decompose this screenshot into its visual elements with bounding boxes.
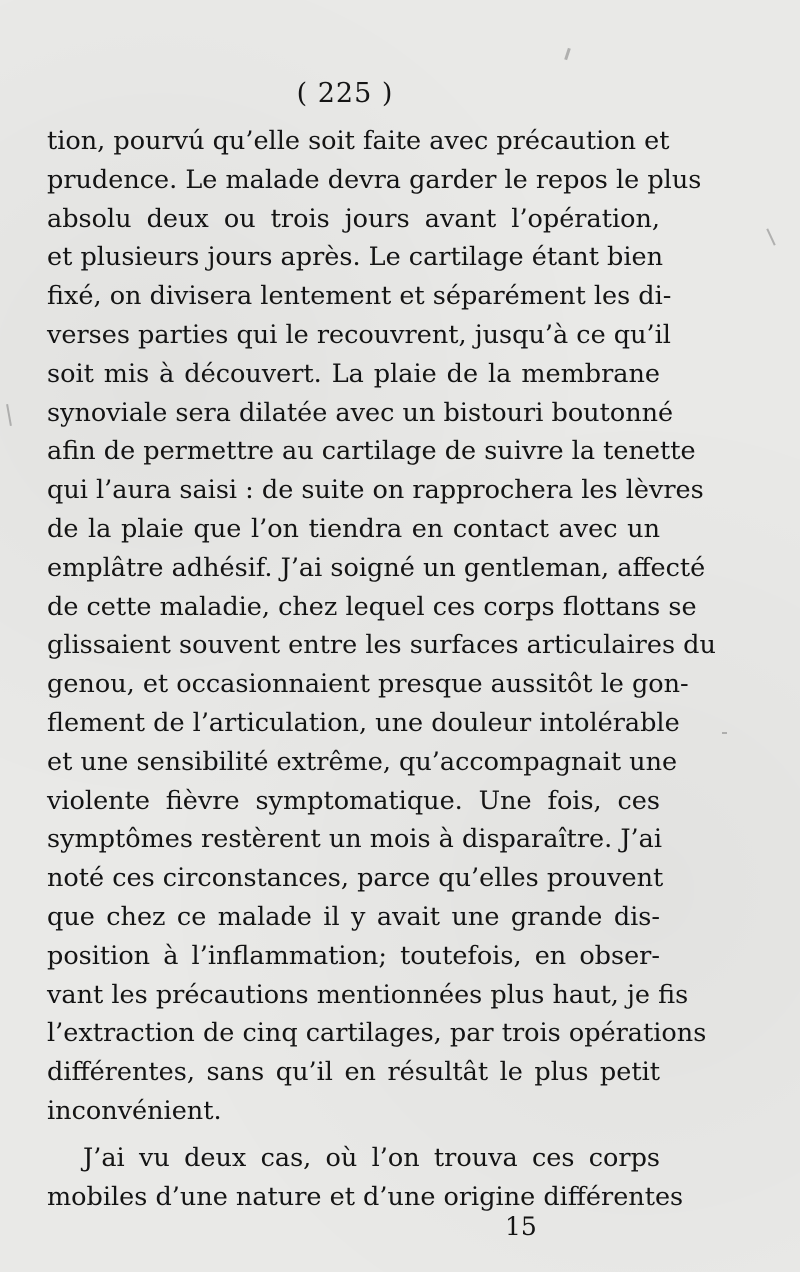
body-text	[47, 122, 716, 1216]
page-number: ( 225 )	[296, 78, 394, 109]
text-line: et une sensibilité extrême, qu’accompagnait une	[47, 746, 678, 777]
paper-speck	[722, 732, 727, 734]
paper-speck	[564, 48, 571, 60]
signature-mark: 15	[505, 1212, 537, 1241]
text-line: tion, pourvú qu’elle soit faite avec précaution et	[47, 126, 670, 156]
text-line: et plusieurs jours après. Le cartilage étant bien	[47, 242, 664, 273]
paragraph-gap	[47, 1131, 660, 1139]
text-line: de la plaie que l’on tiendra en contact avec un	[47, 513, 660, 544]
paper-speck	[6, 404, 12, 426]
text-line: flement de l’articulation, une douleur intolérable	[47, 707, 680, 738]
text-line: différentes, sans qu’il en résultât le plus petit	[47, 1057, 660, 1088]
paragraph-1	[47, 122, 716, 1131]
text-line: fixé, on divisera lentement et séparément les di-	[47, 281, 672, 312]
text-line: absolu deux ou trois jours avant l’opération,	[47, 203, 660, 234]
text-line: violente fièvre symptomatique. Une fois, ces	[47, 785, 660, 816]
text-line: qui l’aura saisi : de suite on rapprochera les lèvres	[47, 475, 704, 506]
text-line: soit mis à découvert. La plaie de la membrane	[47, 358, 660, 389]
text-line: verses parties qui le recouvrent, jusqu’à ce qu’il	[47, 319, 671, 350]
text-line: emplâtre adhésif. J’ai soigné un gentleman, affecté	[47, 552, 706, 583]
paper-speck	[766, 228, 775, 245]
text-line: J’ai vu deux cas, où l’on trouva ces corps	[83, 1142, 660, 1173]
text-line: afin de permettre au cartilage de suivre la tenette	[47, 436, 696, 467]
text-line: mobiles d’une nature et d’une origine différentes	[47, 1181, 684, 1212]
text-line: glissaient souvent entre les surfaces articulaires du	[47, 630, 716, 661]
text-line: genou, et occasionnaient presque aussitôt le gon-	[47, 669, 689, 700]
text-line: inconvénient.	[47, 1095, 222, 1126]
text-line: l’extraction de cinq cartilages, par trois opérations	[47, 1018, 707, 1049]
text-line: de cette maladie, chez lequel ces corps flottans se	[47, 591, 697, 622]
text-line: position à l’inflammation; toutefois, en obser-	[47, 940, 660, 971]
text-line: prudence. Le malade devra garder le repos le plus	[47, 164, 702, 195]
text-line: symptômes restèrent un mois à disparaître. J’ai	[47, 824, 663, 855]
text-line: vant les précautions mentionnées plus haut, je fis	[47, 979, 689, 1010]
paragraph-2	[47, 1139, 684, 1217]
text-line: noté ces circonstances, parce qu’elles prouvent	[47, 863, 664, 894]
text-line: que chez ce malade il y avait une grande dis-	[47, 901, 660, 932]
text-line: synoviale sera dilatée avec un bistouri boutonné	[47, 397, 674, 428]
